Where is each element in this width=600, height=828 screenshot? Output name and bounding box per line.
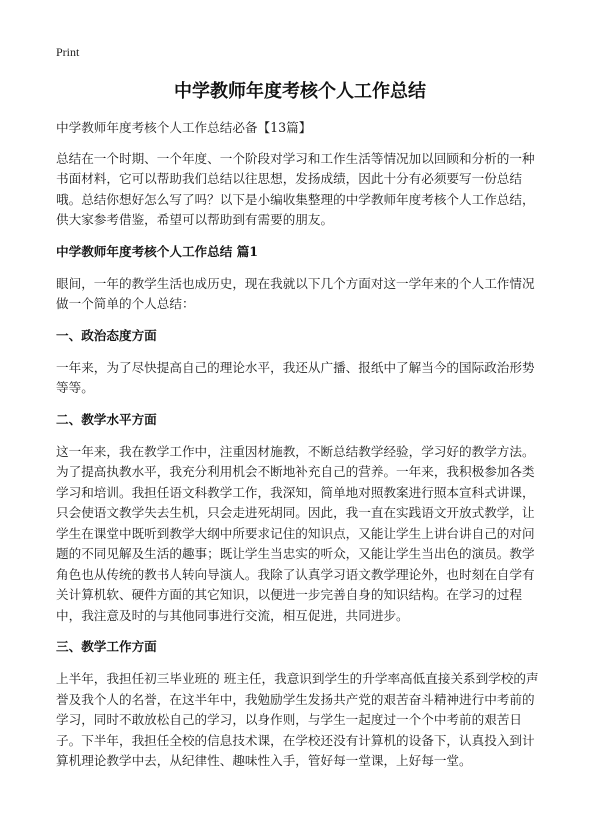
section-heading-politics: 一、政治态度方面 (56, 327, 157, 343)
section-heading-teaching-level: 二、教学水平方面 (56, 411, 157, 427)
article-intro-paragraph: 眼间，一年的教学生活也成历史，现在我就以下几个方面对这一学年来的个人工作情况做一个简单的个人总结： (56, 275, 535, 311)
section-body-teaching-work: 上半年，我担任初三毕业班的 班主任，我意识到学生的升学率高低直接关系到学校的声誉及我个人的名誉，在这半年中，我勉励学生发扬共产党的艰苦奋斗精神进行中考前的学习，同时不敢放松自己的学习，以身作则，与学生一起度过一个个中考前的艰苦日子。下半年，我担任全校的信息技术课，在学校还没有计算机的设备下，认真投入到计算机理论教学中去，从纪律性、趣味性入手，管好每一堂课，上好每一堂。 (56, 671, 539, 768)
page-title: 中学教师年度考核个人工作总结 (174, 81, 426, 102)
section-heading-teaching-work: 三、教学工作方面 (56, 639, 157, 654)
document-subtitle: 中学教师年度考核个人工作总结必备【13篇】 (56, 120, 312, 135)
print-link[interactable]: Print (56, 45, 80, 59)
article-heading: 中学教师年度考核个人工作总结 篇1 (56, 243, 259, 259)
intro-paragraph: 总结在一个时期、一个年度、一个阶段对学习和工作生活等情况加以回顾和分析的一种书面材料，它可以帮助我们总结以往思想，发扬成绩，因此十分有必须要写一份总结哦。总结你想好怎么写了吗？以下是小编收集整理的中学教师年度考核个人工作总结，供大家参考借鉴，希望可以帮助到有需要的朋友。 (56, 150, 535, 227)
section-body-teaching-level: 这一年来，我在教学工作中，注重因材施教，不断总结教学经验，学习好的教学方法。为了提高执教水平，我充分利用机会不断地补充自己的营养。一年来，我积极参加各类学习和培训。我担任语文科教学工作，我深知，简单地对照教案进行照本宣科式讲课，只会使语文教学失去生机，只会走进死胡同。因此，我一直在实践语文开放式教学，让学生在课堂中既听到教学大纲中所要求记住的知识点，又能让学生上讲台讲自己的对问题的不同见解及生活的趣事；既让学生当忠实的听众，又能让学生当出色的演员。教学角色也从传统的教书人转向导演人。我除了认真学习语文教学理论外，也时刻在自学有关计算机软、硬件方面的其它知识，以便进一步完善自身的知识结构。在学习的过程中，我注意及时的与其他同事进行交流，相互促进，共同进步。 (56, 443, 535, 623)
document-body (56, 118, 546, 783)
section-body-politics: 一年来，为了尽快提高自己的理论水平，我还从广播、报纸中了解当今的国际政治形势等等。 (56, 359, 535, 395)
